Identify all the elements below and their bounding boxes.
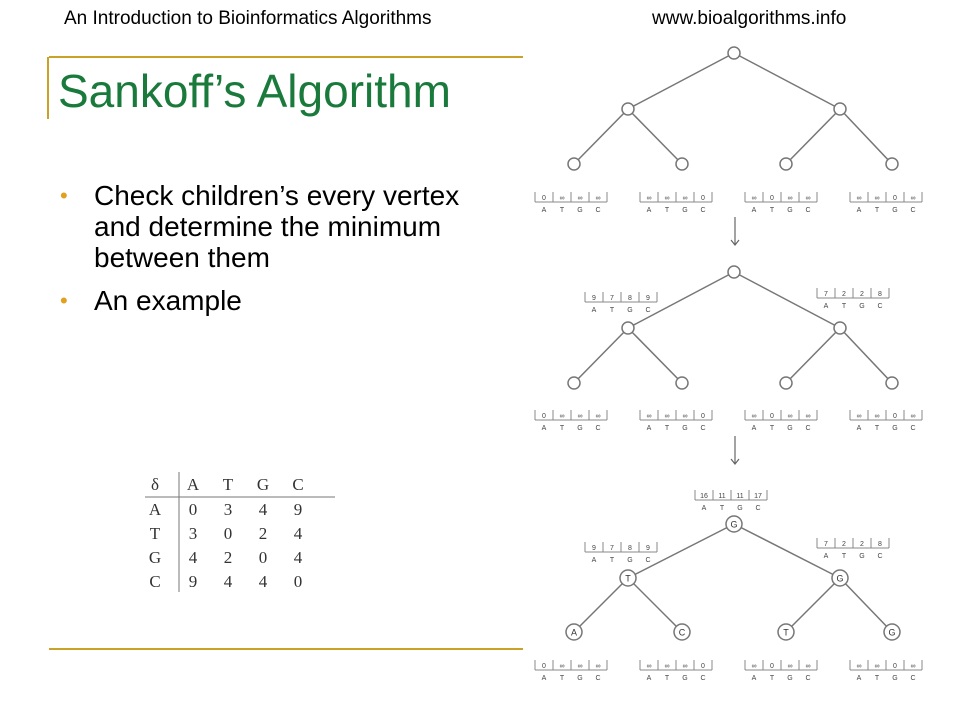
score-letter: G [682,675,688,682]
score-letter: T [559,207,565,214]
table-cell: 9 [188,572,198,591]
table-header-cell: δ [150,475,160,494]
score-letter: A [856,207,862,214]
node-label: G [888,627,896,638]
score-value: ∞ [805,195,811,202]
score-value: ∞ [910,195,916,202]
table-cell: 0 [258,548,268,567]
score-table [745,410,817,432]
score-letter: C [645,307,651,314]
score-value: ∞ [787,413,793,420]
score-letter: G [577,207,583,214]
tree-node [886,377,898,389]
score-letter: A [856,425,862,432]
table-cell: A [148,500,162,519]
website-header: www.bioalgorithms.info [652,8,847,29]
score-value: 11 [736,493,744,500]
score-letter: T [559,425,565,432]
table-cell: 3 [188,524,198,543]
table-cell: 0 [223,524,233,543]
score-table [817,288,889,310]
score-letter: C [595,675,601,682]
score-value: 0 [542,413,546,420]
score-value: 2 [860,541,864,548]
score-value: ∞ [805,663,811,670]
score-value: ∞ [595,663,601,670]
score-letter: A [646,675,652,682]
score-letter: A [541,425,547,432]
tree-node [780,377,792,389]
score-table [850,660,922,682]
bullet-list [60,180,480,328]
tree-node [568,158,580,170]
table-cell: 4 [293,548,303,567]
tree-node [834,322,846,334]
score-value: ∞ [559,413,565,420]
score-value: ∞ [751,413,757,420]
node-label: G [730,519,738,530]
score-value: 2 [860,291,864,298]
tree-edge [628,524,734,578]
score-letter: C [755,505,761,512]
tree-edge [840,578,892,632]
node-label: G [836,573,844,584]
score-table [640,192,712,214]
score-letter: A [541,207,547,214]
score-value: 2 [842,541,846,548]
bottom-rule [49,648,523,650]
score-letter: A [646,207,652,214]
score-letter: G [627,557,633,564]
title-accent-bar [47,57,49,119]
score-letter: T [769,207,775,214]
score-value: ∞ [682,663,688,670]
bullet-icon: • [60,183,68,208]
score-letter: C [700,425,706,432]
score-value: 0 [770,195,774,202]
score-value: ∞ [559,195,565,202]
table-cell: C [149,572,161,591]
score-letter: G [682,207,688,214]
score-value: ∞ [646,195,652,202]
score-table [745,192,817,214]
score-value: 9 [646,545,650,552]
score-value: 17 [754,493,762,500]
tree-edge [734,524,840,578]
score-letter: G [859,303,865,310]
score-letter: G [892,207,898,214]
score-value: 0 [893,195,897,202]
score-value: ∞ [751,195,757,202]
score-value: ∞ [682,413,688,420]
score-letter: T [841,303,847,310]
tree-edge [574,578,628,632]
score-letter: C [595,207,601,214]
score-letter: A [823,553,829,560]
score-table [850,410,922,432]
score-value: 8 [878,541,882,548]
table-cell: 4 [223,572,233,591]
score-value: 7 [610,295,614,302]
score-letter: T [874,675,880,682]
score-value: ∞ [856,413,862,420]
score-value: ∞ [787,195,793,202]
score-table [640,660,712,682]
score-value: 0 [701,413,705,420]
score-letter: T [664,425,670,432]
table-cell: G [148,548,162,567]
score-value: 8 [628,545,632,552]
score-letter: G [787,675,793,682]
score-table [695,490,767,512]
table-cell: 4 [293,524,303,543]
score-table [850,192,922,214]
score-letter: C [595,425,601,432]
score-value: ∞ [751,663,757,670]
score-table [535,192,607,214]
score-letter: T [664,675,670,682]
score-value: ∞ [664,413,670,420]
course-header: An Introduction to Bioinformatics Algorithms [64,8,432,29]
score-value: ∞ [682,195,688,202]
top-rule [49,56,523,58]
score-value: 9 [646,295,650,302]
tree-edge [574,328,628,383]
score-value: 0 [542,663,546,670]
table-cell: 2 [223,548,233,567]
score-letter: C [877,303,883,310]
table-cell: 0 [293,572,303,591]
score-value: ∞ [874,413,880,420]
table-cell: 4 [258,500,268,519]
tree-edge [628,109,682,164]
score-table [535,410,607,432]
tree-node [728,47,740,59]
table-header-cell: C [292,475,304,494]
tree-node [622,322,634,334]
score-value: ∞ [646,663,652,670]
tree-node [676,158,688,170]
table-cell: 9 [293,500,303,519]
score-value: 9 [592,295,596,302]
score-letter: T [841,553,847,560]
score-letter: G [892,675,898,682]
score-table [585,542,657,564]
score-letter: T [719,505,725,512]
score-letter: G [627,307,633,314]
score-letter: G [859,553,865,560]
score-value: 0 [893,413,897,420]
tree-node [728,266,740,278]
tree-edge [840,109,892,164]
score-letter: A [541,675,547,682]
tree-node [886,158,898,170]
table-cell: 4 [188,548,198,567]
score-letter: C [700,207,706,214]
score-letter: G [892,425,898,432]
score-letter: C [805,425,811,432]
score-value: ∞ [910,663,916,670]
tree-edge [840,328,892,383]
score-table [585,292,657,314]
score-letter: G [577,675,583,682]
score-table [640,410,712,432]
table-header-cell: G [256,475,270,494]
sankoff-tree-figure [500,40,950,690]
score-table [745,660,817,682]
score-letter: C [805,675,811,682]
score-value: 8 [628,295,632,302]
node-label: T [625,573,631,584]
table-cell: T [149,524,161,543]
score-letter: A [591,307,597,314]
score-value: 16 [700,493,708,500]
score-letter: T [874,425,880,432]
table-cell: 0 [188,500,198,519]
score-table [535,660,607,682]
score-value: ∞ [577,663,583,670]
tree-edge [734,272,840,328]
score-table [817,538,889,560]
tree-edge [628,272,734,328]
bullet-icon: • [60,288,68,313]
score-letter: A [751,207,757,214]
score-letter: T [664,207,670,214]
score-letter: T [609,557,615,564]
score-value: ∞ [856,663,862,670]
score-letter: C [910,207,916,214]
score-value: 0 [770,663,774,670]
score-value: ∞ [559,663,565,670]
score-value: ∞ [595,413,601,420]
tree-edge [628,578,682,632]
score-value: 2 [842,291,846,298]
score-value: ∞ [664,195,670,202]
score-letter: G [787,425,793,432]
score-value: 0 [893,663,897,670]
score-letter: C [805,207,811,214]
score-letter: C [910,425,916,432]
score-letter: T [769,675,775,682]
tree-edge [574,109,628,164]
bullet-text: Check children’s every vertex and determine the minimum between them [94,180,460,273]
slide-title: Sankoff’s Algorithm [58,65,451,117]
tree-edge [628,328,682,383]
score-letter: A [751,675,757,682]
score-letter: T [874,207,880,214]
score-value: 9 [592,545,596,552]
score-letter: A [701,505,707,512]
table-cell: 4 [258,572,268,591]
tree-node [834,103,846,115]
score-letter: T [559,675,565,682]
score-value: ∞ [595,195,601,202]
score-letter: C [910,675,916,682]
tree-node [676,377,688,389]
cost-matrix-table [145,470,345,595]
score-letter: A [823,303,829,310]
score-value: ∞ [856,195,862,202]
score-value: ∞ [646,413,652,420]
score-value: 11 [718,493,726,500]
tree-edge [786,109,840,164]
score-letter: A [646,425,652,432]
tree-edge [786,578,840,632]
bullet-text: An example [94,285,242,316]
score-value: 8 [878,291,882,298]
score-value: 0 [770,413,774,420]
score-letter: G [682,425,688,432]
tree-node [780,158,792,170]
score-letter: G [787,207,793,214]
score-value: ∞ [664,663,670,670]
table-header-cell: A [186,475,200,494]
score-letter: C [877,553,883,560]
score-letter: G [577,425,583,432]
score-value: 0 [542,195,546,202]
score-letter: C [700,675,706,682]
score-letter: A [751,425,757,432]
score-value: ∞ [874,663,880,670]
table-cell: 3 [223,500,233,519]
score-value: ∞ [874,195,880,202]
node-label: A [570,627,578,638]
node-label: T [783,627,789,638]
score-value: 7 [824,291,828,298]
tree-edge [734,53,840,109]
tree-node [568,377,580,389]
table-header-cell: T [222,475,234,494]
tree-edge [786,328,840,383]
table-cell: 2 [258,524,268,543]
node-label: C [678,627,686,638]
score-value: ∞ [910,413,916,420]
bullet-item [60,180,480,273]
score-value: 0 [701,195,705,202]
score-value: 7 [824,541,828,548]
tree-edge [628,53,734,109]
tree-node [622,103,634,115]
bullet-item [60,285,480,316]
score-value: ∞ [787,663,793,670]
score-letter: T [609,307,615,314]
score-letter: C [645,557,651,564]
score-value: 0 [701,663,705,670]
score-value: ∞ [577,413,583,420]
score-value: ∞ [805,413,811,420]
score-value: ∞ [577,195,583,202]
score-letter: A [591,557,597,564]
score-value: 7 [610,545,614,552]
score-letter: T [769,425,775,432]
score-letter: G [737,505,743,512]
score-letter: A [856,675,862,682]
